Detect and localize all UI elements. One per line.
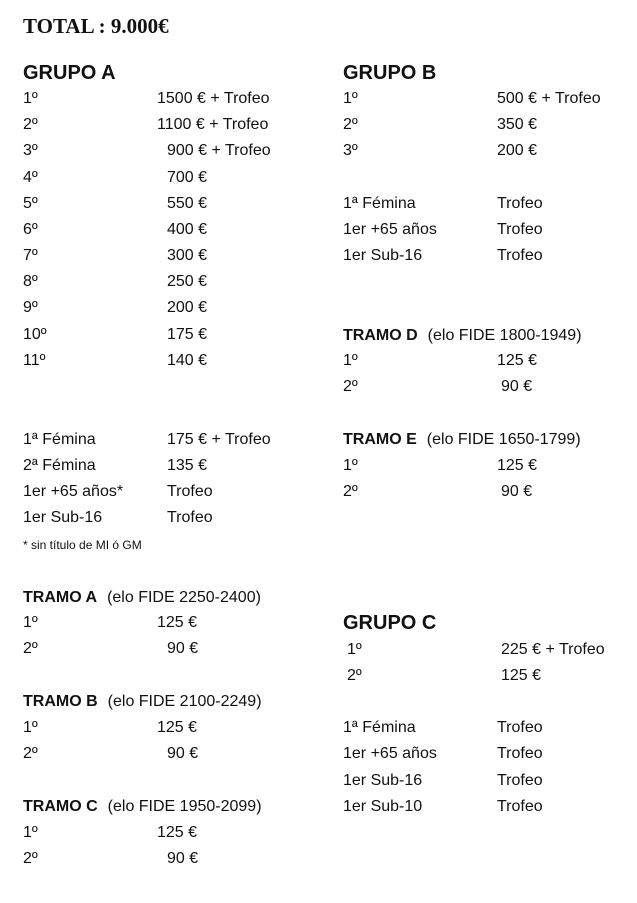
grupo-c-title: GRUPO C <box>343 612 437 634</box>
tramo-name: TRAMO A <box>23 589 98 606</box>
prize-amount: 90 € <box>501 378 533 395</box>
prize-amount: 225 € + Trofeo <box>501 641 605 658</box>
category-label: 1er Sub-16 <box>23 509 103 526</box>
place-label: 2º <box>23 640 38 657</box>
place-label: 8º <box>23 273 38 290</box>
place-label: 7º <box>23 247 38 264</box>
tramo-c-header <box>23 796 262 818</box>
grupo-a-title: GRUPO A <box>23 62 116 84</box>
category-label: 1ª Fémina <box>23 431 96 448</box>
place-label: 1º <box>23 614 38 631</box>
prize-amount: 90 € <box>167 640 199 657</box>
tramo-range: (elo FIDE 1650-1799) <box>426 431 581 448</box>
prize-amount: 175 € <box>167 326 208 343</box>
prize-amount: Trofeo <box>167 483 213 500</box>
prize-amount: Trofeo <box>497 745 543 762</box>
category-label: 1ª Fémina <box>343 719 416 736</box>
category-label: 1er +65 años* <box>23 483 124 500</box>
place-label: 1º <box>23 90 38 107</box>
category-label: 1er +65 años <box>343 221 437 238</box>
place-label: 3º <box>23 142 38 159</box>
total-prize: TOTAL : 9.000€ <box>23 14 169 38</box>
tramo-a-header <box>23 587 261 609</box>
prize-amount: 900 € + Trofeo <box>167 142 271 159</box>
grupo-b-title: GRUPO B <box>343 62 437 84</box>
prize-amount: Trofeo <box>497 195 543 212</box>
place-label: 4º <box>23 169 38 186</box>
place-label: 1º <box>347 641 362 658</box>
prize-amount: 550 € <box>167 195 208 212</box>
prize-amount: 350 € <box>497 116 538 133</box>
category-label: 1er Sub-10 <box>343 798 423 815</box>
prize-amount: Trofeo <box>497 798 543 815</box>
place-label: 5º <box>23 195 38 212</box>
tramo-range: (elo FIDE 2100-2249) <box>107 693 262 710</box>
category-label: 1er Sub-16 <box>343 772 423 789</box>
place-label: 10º <box>23 326 47 343</box>
place-label: 6º <box>23 221 38 238</box>
category-label: 1er +65 años <box>343 745 437 762</box>
place-label: 3º <box>343 142 358 159</box>
prize-amount: Trofeo <box>497 772 543 789</box>
place-label: 1º <box>343 90 358 107</box>
prize-amount: 125 € <box>157 719 198 736</box>
prize-amount: 700 € <box>167 169 208 186</box>
prize-amount: 125 € <box>157 824 198 841</box>
prize-amount: 90 € <box>167 850 199 867</box>
tramo-range: (elo FIDE 1800-1949) <box>427 327 582 344</box>
place-label: 9º <box>23 299 38 316</box>
prize-amount: 125 € <box>501 667 542 684</box>
place-label: 1º <box>343 457 358 474</box>
place-label: 2º <box>343 483 358 500</box>
prize-amount: 140 € <box>167 352 208 369</box>
tramo-range: (elo FIDE 2250-2400) <box>107 589 261 606</box>
place-label: 2º <box>23 745 38 762</box>
prize-amount: 135 € <box>167 457 208 474</box>
prize-amount: 125 € <box>497 352 538 369</box>
prize-amount: 200 € <box>497 142 538 159</box>
prize-amount: Trofeo <box>497 719 543 736</box>
prize-amount: 1500 € + Trofeo <box>157 90 270 107</box>
prize-amount: 300 € <box>167 247 208 264</box>
place-label: 2º <box>343 116 358 133</box>
prize-amount: 90 € <box>501 483 533 500</box>
prize-amount: 400 € <box>167 221 208 238</box>
prize-amount: 125 € <box>497 457 538 474</box>
category-label: 2ª Fémina <box>23 457 96 474</box>
prize-amount: 500 € + Trofeo <box>497 90 601 107</box>
prize-amount: 90 € <box>167 745 199 762</box>
tramo-b-header <box>23 691 262 713</box>
prize-amount: Trofeo <box>497 221 543 238</box>
tramo-name: TRAMO B <box>23 693 98 710</box>
footnote: * sin título de MI ó GM <box>23 538 142 552</box>
tramo-range: (elo FIDE 1950-2099) <box>107 798 262 815</box>
tramo-name: TRAMO D <box>343 327 418 344</box>
category-label: 1er Sub-16 <box>343 247 423 264</box>
prize-amount: Trofeo <box>167 509 213 526</box>
place-label: 1º <box>343 352 358 369</box>
place-label: 1º <box>23 824 38 841</box>
place-label: 2º <box>343 378 358 395</box>
prize-amount: 1100 € + Trofeo <box>157 116 269 133</box>
tramo-name: TRAMO C <box>23 798 98 815</box>
tramo-e-header <box>343 429 581 451</box>
category-label: 1ª Fémina <box>343 195 416 212</box>
place-label: 1º <box>23 719 38 736</box>
place-label: 11º <box>23 352 46 369</box>
prize-amount: 125 € <box>157 614 198 631</box>
tramo-d-header <box>343 325 582 347</box>
tramo-name: TRAMO E <box>343 431 417 448</box>
prize-amount: 200 € <box>167 299 208 316</box>
place-label: 2º <box>23 116 38 133</box>
prize-amount: Trofeo <box>497 247 543 264</box>
prize-amount: 175 € + Trofeo <box>167 431 271 448</box>
place-label: 2º <box>347 667 362 684</box>
prize-amount: 250 € <box>167 273 208 290</box>
place-label: 2º <box>23 850 38 867</box>
